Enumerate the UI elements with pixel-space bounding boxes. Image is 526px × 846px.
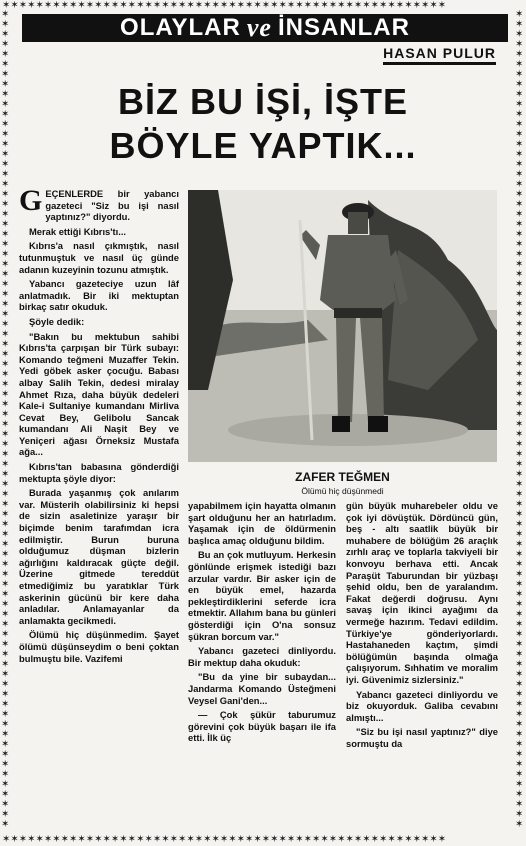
star-border-top: ✶✶✶✶✶✶✶✶✶✶✶✶✶✶✶✶✶✶✶✶✶✶✶✶✶✶✶✶✶✶✶✶✶✶✶✶✶✶✶✶✶✶✶✶✶✶✶✶✶✶✶✶✶ xyxy=(2,1,447,11)
star-border-right: ✶✶✶✶✶✶✶✶✶✶✶✶✶✶✶✶✶✶✶✶✶✶✶✶✶✶✶✶✶✶✶✶✶✶✶✶✶✶✶✶✶✶✶✶✶✶✶✶✶✶✶✶✶✶✶✶✶✶✶✶✶✶✶✶✶✶✶✶✶✶✶✶✶✶✶✶✶✶✶✶✶✶ xyxy=(515,10,524,830)
paragraph-letter-quote: Burada yaşanmış çok anılarım var. Müsterih olabilirsiniz ki hepsi de sizin asaletinize yaraşır bir biçimde benim tarafımdan icra edilmiştir. Burun buruna olduğumuz düşman bizlerin ağırlığını kaldıracak güçte değil. Üzerine gitmede tereddüt etmediğimiz bu yaratıklar Türk askerinin gücünü bir kere daha anladılar. Anlamayanlar da anlamakta gecikmedi. xyxy=(19,487,179,626)
headline xyxy=(40,80,486,168)
headline-line-2: BÖYLE YAPTIK... xyxy=(109,125,417,166)
paragraph: Bu an çok mutluyum. Herkesin gönlünde erişmek istediği bazı arzular vardır. Bir asker için de en büyük emel, hazarda pekleştirdiklerini seferde icra etmektir. Allahım bana bu günleri gösterdiği için O'na sonsuz şükran borcum var." xyxy=(188,549,336,642)
paragraph: Yabancı gazeteci dinliyordu. Bir mektup daha okuduk: xyxy=(188,645,336,668)
author-byline: HASAN PULUR xyxy=(383,45,496,65)
paragraph: Kıbrıs'a nasıl çıkmıştık, nasıl tutunmuştuk ve nasıl üç günde adanın kuzeyinin tozunu atmıştık. xyxy=(19,240,179,275)
column-banner xyxy=(22,14,508,42)
soldier-photo-image xyxy=(188,190,497,462)
paragraph-intro xyxy=(19,184,179,223)
banner-left-word: OLAYLAR xyxy=(120,14,241,41)
paragraph: Ölümü hiç düşünmedim. Şayet ölümü düşünseydim o beni çoktan bulmuştu bile. Vazifemi xyxy=(19,629,179,664)
paragraph-letter-2: "Bu da yine bir subaydan... Jandarma Komando Üsteğmeni Veysel Gani'den... xyxy=(188,671,336,706)
article-column-1 xyxy=(19,184,179,667)
soldier-photo xyxy=(188,190,497,462)
star-border-left: ✶✶✶✶✶✶✶✶✶✶✶✶✶✶✶✶✶✶✶✶✶✶✶✶✶✶✶✶✶✶✶✶✶✶✶✶✶✶✶✶✶✶✶✶✶✶✶✶✶✶✶✶✶✶✶✶✶✶✶✶✶✶✶✶✶✶✶✶✶✶✶✶✶✶✶✶✶✶✶✶✶✶ xyxy=(1,10,10,830)
article-column-2 xyxy=(188,500,336,747)
drop-cap: G xyxy=(19,184,43,217)
paragraph: — Çok şükür taburumuz görevini çok büyük başarı ile ifa etti. İlk üç xyxy=(188,709,336,744)
photo-caption-title: ZAFER TEĞMEN xyxy=(295,470,390,484)
paragraph-letter-1: "Bakın bu mektubun sahibi Kıbrıs'ta çarpışan bir Türk subayı: Komando teğmeni Muzaffer Tekin. Yedi göbek asker çocuğu. Babası albay Salih Tekin, dedesi miralay Ahmet Rıza, daha büyük dedeleri Kale-i Sultaniye kumandanı Mirliva Cevat Bey, Gelibolu Sancak kumandanı Ali Naşit Bey ve Yeniçeri ağası Örneksiz Mustafa ağa... xyxy=(19,330,179,458)
paragraph: Yabancı gazeteciye uzun lâf anlatmadık. Bir iki mektuptan birkaç satır okuduk. xyxy=(19,278,179,313)
intro-text: EÇENLERDE bir yabancı gazeteci "Siz bu işi nasıl yaptınız?" diyordu. xyxy=(45,188,179,223)
paragraph: "Siz bu işi nasıl yaptınız?" diye sormuştu da xyxy=(346,726,498,749)
article-column-3 xyxy=(346,500,498,752)
banner-right-word: İNSANLAR xyxy=(277,14,410,41)
paragraph: Yabancı gazeteci dinliyordu ve biz okuyorduk. Galiba cevabını almıştı... xyxy=(346,688,498,723)
headline-line-1: BİZ BU İŞİ, İŞTE xyxy=(117,81,409,122)
paragraph: yapabilmem için hayatta olmanın şart olduğunu her an hatırladım. Yaşamak için de öldürmenin başlıca amaç olduğunu bildim. xyxy=(188,500,336,546)
paragraph: Kıbrıs'tan babasına gönderdiği mektupta şöyle diyor: xyxy=(19,461,179,484)
banner-ve: ve xyxy=(246,13,272,42)
paragraph: Şöyle dedik: xyxy=(29,315,85,327)
paragraph: Merak ettiği Kıbrıs'tı... xyxy=(29,225,127,237)
star-border-bottom: ✶✶✶✶✶✶✶✶✶✶✶✶✶✶✶✶✶✶✶✶✶✶✶✶✶✶✶✶✶✶✶✶✶✶✶✶✶✶✶✶✶✶✶✶✶✶✶✶✶✶✶✶✶ xyxy=(2,835,447,845)
photo-caption-subtitle: Ölümü hiç düşünmedi xyxy=(301,486,384,496)
paragraph: gün büyük muharebeler oldu ve çok iyi dövüştük. Dördüncü gün, beş - altı saatlik büyük bir muhabere de bölüğüm 26 araçlık zırhlı araç ve toplarla takviyeli bir konvoyu berhava etti. Ancak Paraşüt Taburundan bir yüzbaşı şehid oldu, ben de yaralandım. Fakat değerdi doğrusu. Aynı savaş için ikinci ayağımı da vermeğe hazırım. Tedavi edildim. Türkiye'ye gönderiyorlardı. Hastahaneden kaçtım, şimdi bölüğümün başında olmağa çalışıyorum. Sıhhatim ve moralim iyi. Güvenimiz sizlersiniz." xyxy=(346,500,498,685)
